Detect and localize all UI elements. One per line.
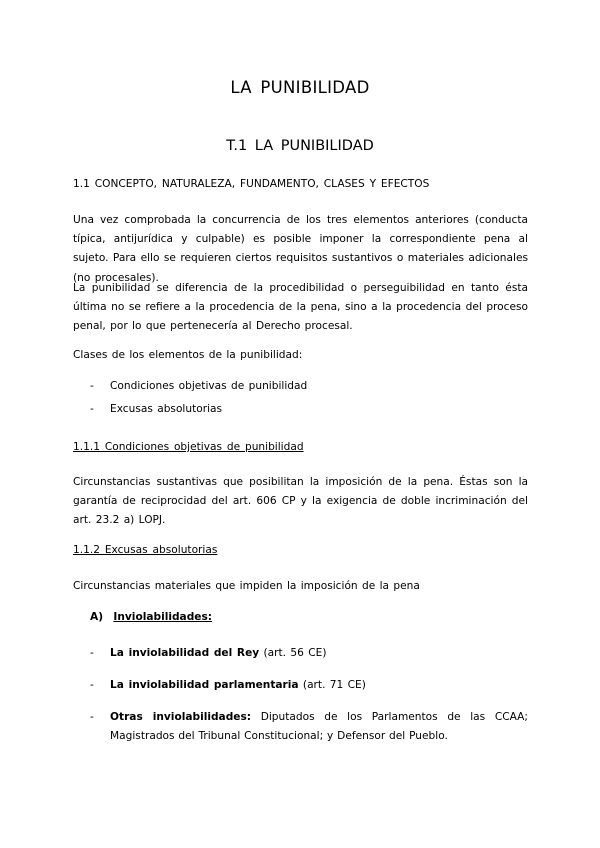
list-item-rest: (art. 71 CE) — [298, 679, 366, 691]
section-heading-1-1-2: 1.1.2 Excusas absolutorias — [73, 544, 218, 556]
list-item-condiciones: Condiciones objetivas de punibilidad — [110, 380, 308, 392]
list-item-inviolabilidad-rey — [110, 647, 326, 659]
list-dash: - — [90, 679, 94, 691]
list-item-bold: La inviolabilidad parlamentaria — [110, 679, 299, 691]
list-dash: - — [90, 647, 94, 659]
list-item-rest: Diputados de los Parlamentos de las CCAA; Magistrados del Tribunal Constitucional; y Defensor del Pueblo. — [110, 711, 528, 743]
paragraph-clases-intro: Clases de los elementos de la punibilidad: — [73, 349, 303, 361]
section-heading-1-1: 1.1 CONCEPTO, NATURALEZA, FUNDAMENTO, CLASES Y EFECTOS — [73, 178, 430, 190]
paragraph-condiciones: Circunstancias sustantivas que posibilitan la imposición de la pena. Éstas son la garantía de reciprocidad del art. 606 CP y la exigencia de doble incriminación del art. 23.2 a) LOPJ. — [73, 476, 528, 527]
topic-title: T.1 LA PUNIBILIDAD — [226, 138, 374, 154]
list-dash: - — [90, 403, 94, 415]
list-item-otras-inviolabilidades — [110, 708, 528, 746]
list-dash: - — [90, 711, 94, 723]
paragraph-excusas: Circunstancias materiales que impiden la imposición de la pena — [73, 580, 420, 592]
list-item-bold: Otras inviolabilidades: — [110, 711, 252, 723]
list-item-excusas: Excusas absolutorias — [110, 403, 223, 415]
list-dash: - — [90, 380, 94, 392]
page-title: LA PUNIBILIDAD — [230, 78, 370, 97]
list-item-inviolabilidad-parlamentaria — [110, 679, 366, 691]
paragraph-procedibilidad: La punibilidad se diferencia de la procedibilidad o perseguibilidad en tanto ésta última no se refiere a la procedencia de la pena, sino a la procedencia del proceso penal, por lo que pertenecería al Derecho procesal. — [73, 282, 528, 333]
list-item-bold: La inviolabilidad del Rey — [110, 647, 260, 659]
list-item-rest: (art. 56 CE) — [259, 647, 327, 659]
paragraph-intro: Una vez comprobada la concurrencia de los tres elementos anteriores (conducta típica, antijurídica y culpable) es posible imponer la correspondiente pena al sujeto. Para ello se requieren ciertos requisitos sustantivos o materiales adicionales (no procesales). — [73, 214, 528, 284]
subsection-a — [90, 611, 212, 623]
section-heading-1-1-1: 1.1.1 Condiciones objetivas de punibilidad — [73, 441, 304, 453]
subsection-a-title: Inviolabilidades: — [113, 611, 213, 623]
subsection-a-letter: A) — [90, 611, 104, 623]
